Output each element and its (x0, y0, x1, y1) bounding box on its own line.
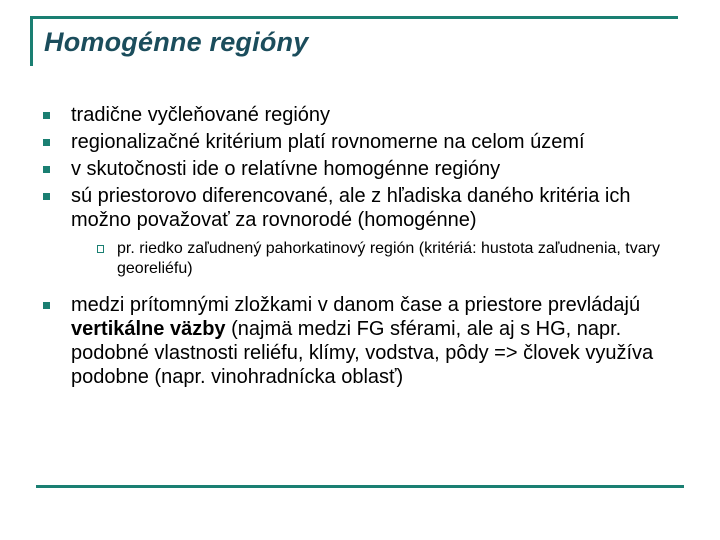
sub-bullet-item (97, 239, 680, 279)
square-bullet-icon (43, 112, 50, 119)
top-rule (30, 16, 678, 19)
bullet-item (40, 157, 680, 181)
bottom-rule (36, 485, 684, 488)
square-bullet-icon (43, 302, 50, 309)
bullet-item (40, 293, 680, 389)
bullet-text: sú priestorovo diferencované, ale z hľadiska daného kritéria ich možno považovať za rovnorodé (homogénne) (71, 185, 631, 231)
hollow-square-bullet-icon (97, 245, 104, 253)
sub-bullet-text: pr. riedko zaľudnený pahorkatinový región (kritériá: hustota zaľudnenia, tvary georeliéfu) (117, 240, 660, 277)
square-bullet-icon (43, 139, 50, 146)
square-bullet-icon (43, 193, 50, 200)
bullet-item (40, 184, 680, 232)
bullet-item (40, 103, 680, 127)
bullet-item (40, 130, 680, 154)
square-bullet-icon (43, 166, 50, 173)
bullet-text: v skutočnosti ide o relatívne homogénne regióny (71, 158, 501, 180)
bullet-list (40, 103, 680, 389)
slide-title: Homogénne regióny (44, 27, 309, 57)
bullet-text-emphasis: vertikálne väzby (71, 318, 226, 340)
bullet-text: tradične vyčleňované regióny (71, 104, 331, 126)
bullet-text: regionalizačné kritérium platí rovnomerne na celom území (71, 131, 585, 153)
bullet-text-after: (najmä medzi FG sférami, ale aj s HG, napr. podobné vlastnosti reliéfu, klímy, vodstva, pôdy => človek využíva podobne (napr. vinohradnícka oblasť) (71, 318, 654, 388)
bullet-text-before: medzi prítomnými zložkami v danom čase a priestore prevládajú (71, 294, 641, 316)
left-rule (30, 16, 33, 66)
